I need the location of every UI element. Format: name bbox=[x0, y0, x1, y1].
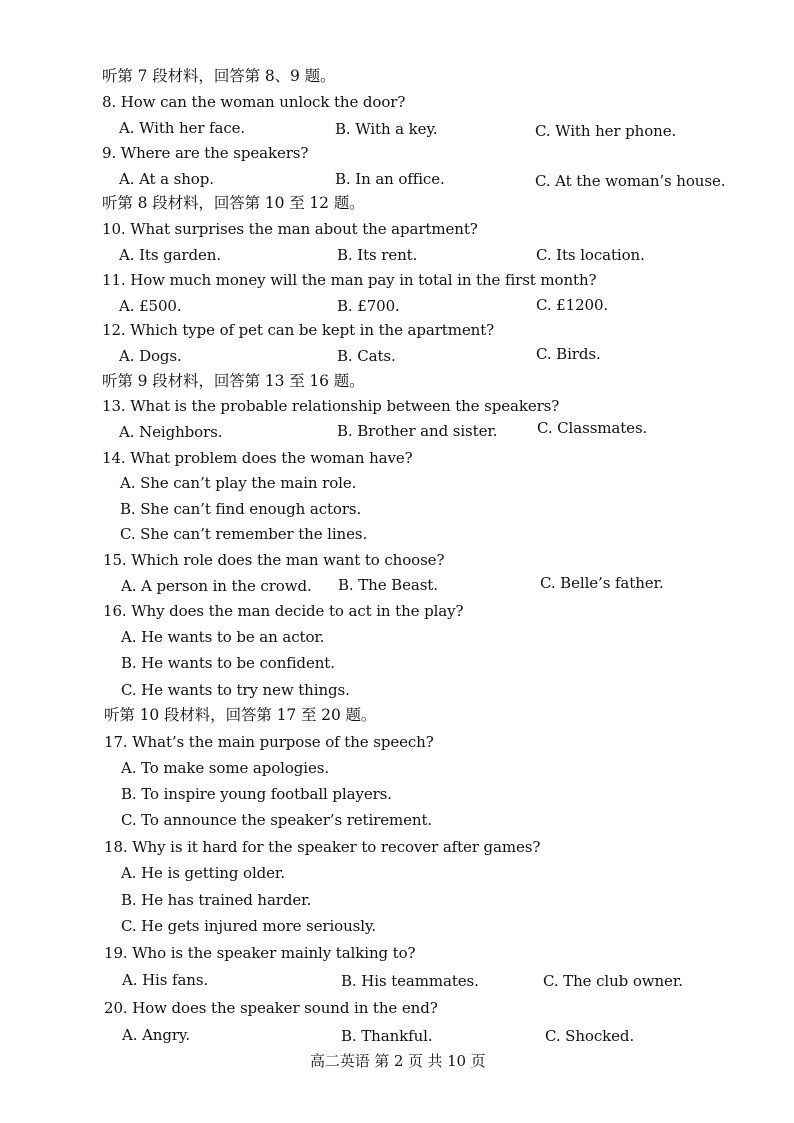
option-c: C. Its location. bbox=[536, 246, 645, 264]
question-text: 12. Which type of pet can be kept in the apartment? bbox=[102, 321, 495, 339]
question-text: 13. What is the probable relationship between the speakers? bbox=[102, 397, 560, 415]
option-a: A. Angry. bbox=[122, 1026, 190, 1044]
question-text: 15. Which role does the man want to choose? bbox=[103, 551, 445, 569]
question-text: 14. What problem does the woman have? bbox=[102, 449, 413, 467]
option-b: B. Brother and sister. bbox=[337, 422, 498, 440]
option-c: C. The club owner. bbox=[543, 972, 683, 990]
question-text: 18. Why is it hard for the speaker to recover after games? bbox=[104, 838, 541, 856]
option-c: C. £1200. bbox=[536, 296, 609, 314]
option-a: A. Its garden. bbox=[119, 246, 222, 264]
option-a: A. He is getting older. bbox=[121, 864, 286, 882]
option-b: B. Its rent. bbox=[337, 246, 418, 264]
option-a: A. A person in the crowd. bbox=[121, 577, 312, 595]
question-text: 17. What’s the main purpose of the speech? bbox=[104, 733, 434, 751]
option-c: C. At the woman’s house. bbox=[535, 172, 726, 190]
option-a: A. He wants to be an actor. bbox=[121, 628, 325, 646]
question-text: 16. Why does the man decide to act in the play? bbox=[103, 602, 464, 620]
option-b: B. She can’t find enough actors. bbox=[120, 500, 362, 518]
question-text: 10. What surprises the man about the apartment? bbox=[102, 220, 478, 238]
section-heading: 听第 8 段材料，回答第 10 至 12 题。 bbox=[102, 194, 365, 212]
option-c: C. Shocked. bbox=[545, 1027, 635, 1045]
option-c: C. To announce the speaker’s retirement. bbox=[121, 811, 433, 829]
option-b: B. He wants to be confident. bbox=[121, 654, 335, 672]
question-text: 20. How does the speaker sound in the end? bbox=[104, 999, 438, 1017]
option-b: B. The Beast. bbox=[338, 576, 438, 594]
option-a: A. £500. bbox=[119, 297, 182, 315]
option-a: A. Neighbors. bbox=[119, 423, 223, 441]
section-heading: 听第 10 段材料，回答第 17 至 20 题。 bbox=[104, 706, 377, 724]
option-b: B. To inspire young football players. bbox=[121, 785, 392, 803]
option-c: C. Birds. bbox=[536, 345, 601, 363]
option-b: B. £700. bbox=[337, 297, 400, 315]
option-b: B. He has trained harder. bbox=[121, 891, 312, 909]
section-heading: 听第 7 段材料，回答第 8、9 题。 bbox=[102, 67, 336, 85]
option-b: B. With a key. bbox=[335, 120, 438, 138]
question-text: 8. How can the woman unlock the door? bbox=[102, 93, 406, 111]
section-heading: 听第 9 段材料，回答第 13 至 16 题。 bbox=[102, 372, 365, 390]
option-c: C. He gets injured more seriously. bbox=[121, 917, 377, 935]
option-c: C. Belle’s father. bbox=[540, 574, 664, 592]
option-a: A. Dogs. bbox=[119, 347, 182, 365]
option-b: B. Thankful. bbox=[341, 1027, 433, 1045]
option-c: C. She can’t remember the lines. bbox=[120, 525, 368, 543]
option-c: C. He wants to try new things. bbox=[121, 681, 350, 699]
option-b: B. In an office. bbox=[335, 170, 445, 188]
option-c: C. Classmates. bbox=[537, 419, 648, 437]
option-a: A. His fans. bbox=[122, 971, 209, 989]
question-text: 9. Where are the speakers? bbox=[102, 144, 309, 162]
option-c: C. With her phone. bbox=[535, 122, 677, 140]
option-a: A. With her face. bbox=[119, 119, 246, 137]
option-a: A. To make some apologies. bbox=[121, 759, 330, 777]
page-footer: 高二英语 第 2 页 共 10 页 bbox=[310, 1052, 486, 1070]
option-b: B. Cats. bbox=[337, 347, 396, 365]
option-a: A. She can’t play the main role. bbox=[120, 474, 357, 492]
question-text: 19. Who is the speaker mainly talking to? bbox=[104, 944, 416, 962]
option-a: A. At a shop. bbox=[119, 170, 214, 188]
question-text: 11. How much money will the man pay in total in the first month? bbox=[102, 271, 597, 289]
option-b: B. His teammates. bbox=[341, 972, 479, 990]
